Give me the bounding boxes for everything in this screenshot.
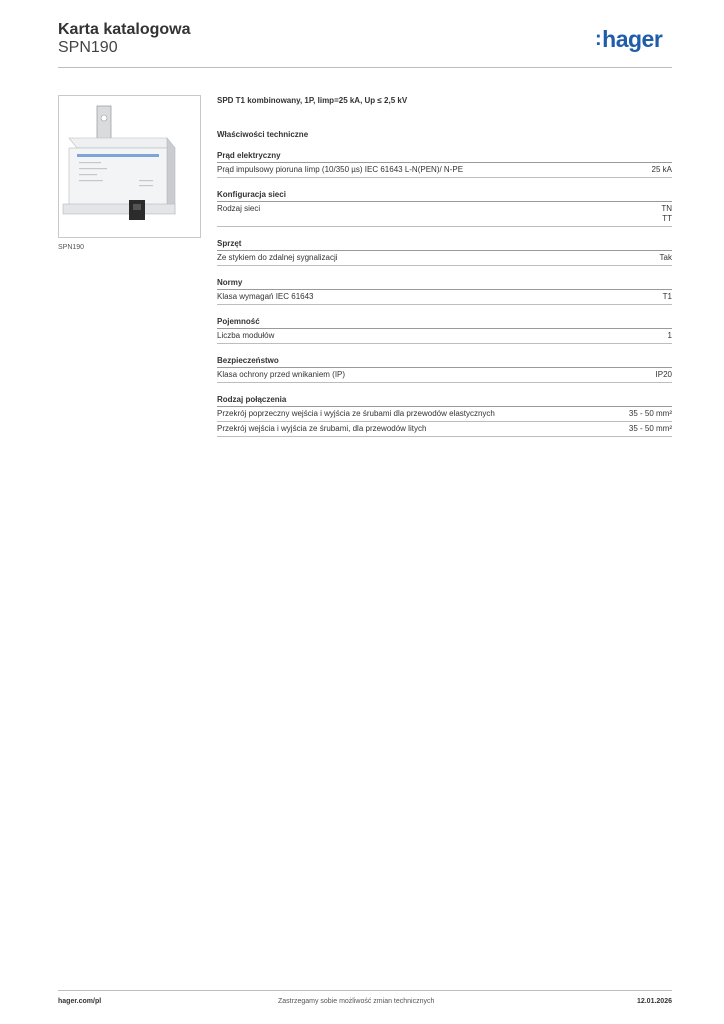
logo-text: hager bbox=[602, 26, 663, 52]
spec-value: T1 bbox=[662, 292, 672, 301]
spec-row bbox=[217, 251, 672, 266]
footer-website[interactable]: hager.com/pl bbox=[58, 998, 102, 1005]
product-description: SPD T1 kombinowany, 1P, Iimp=25 kA, Up ≤ 2,5 kV bbox=[217, 96, 408, 105]
product-image bbox=[58, 95, 201, 238]
section-title: Sprzęt bbox=[217, 239, 672, 251]
spec-row bbox=[217, 368, 672, 383]
spec-value: Tak bbox=[659, 253, 672, 262]
header-divider bbox=[58, 67, 672, 68]
spec-label: Klasa ochrony przed wnikaniem (IP) bbox=[217, 370, 346, 379]
spec-row bbox=[217, 163, 672, 178]
hager-logo bbox=[595, 28, 662, 51]
spec-label: Rodzaj sieci bbox=[217, 204, 261, 213]
spec-section-capacity bbox=[217, 317, 672, 344]
image-caption: SPN190 bbox=[58, 244, 85, 251]
spec-row bbox=[217, 422, 672, 437]
logo-colon-icon: : bbox=[595, 28, 602, 50]
technical-properties-heading: Właściwości techniczne bbox=[217, 130, 309, 139]
footer-notice: Zastrzegamy sobie możliwość zmian technicznych bbox=[278, 998, 435, 1005]
spec-label: Liczba modułów bbox=[217, 331, 275, 340]
section-title: Pojemność bbox=[217, 317, 672, 329]
section-title: Konfiguracja sieci bbox=[217, 190, 672, 202]
spec-label: Przekrój wejścia i wyjścia ze śrubami, dla przewodów litych bbox=[217, 424, 427, 433]
spec-section-connection bbox=[217, 395, 672, 437]
spec-section-current bbox=[217, 151, 672, 178]
product-code: SPN190 bbox=[58, 39, 118, 56]
section-title: Prąd elektryczny bbox=[217, 151, 672, 163]
spec-section-standards bbox=[217, 278, 672, 305]
spec-section-equipment bbox=[217, 239, 672, 266]
spec-value: TN TT bbox=[661, 204, 672, 223]
spec-row bbox=[217, 202, 672, 227]
spec-value: 25 kA bbox=[651, 165, 672, 174]
spec-section-network bbox=[217, 190, 672, 227]
specifications-panel bbox=[217, 96, 672, 449]
spec-row bbox=[217, 290, 672, 305]
footer-date: 12.01.2026 bbox=[636, 998, 672, 1005]
spec-value: 35 - 50 mm² bbox=[628, 424, 672, 433]
spec-label: Ze stykiem do zdalnej sygnalizacji bbox=[217, 253, 338, 262]
spec-value: 35 - 50 mm² bbox=[628, 409, 672, 418]
spec-label: Przekrój poprzeczny wejścia i wyjścia ze śrubami dla przewodów elastycznych bbox=[217, 409, 495, 418]
spec-row bbox=[217, 329, 672, 344]
spec-label: Prąd impulsowy pioruna Iimp (10/350 µs) IEC 61643 L-N(PEN)/ N-PE bbox=[217, 165, 464, 174]
spec-row bbox=[217, 407, 672, 422]
footer-divider bbox=[58, 990, 672, 991]
document-title: Karta katalogowa bbox=[58, 21, 191, 38]
section-title: Normy bbox=[217, 278, 672, 290]
spec-value: 1 bbox=[667, 331, 672, 340]
spec-section-safety bbox=[217, 356, 672, 383]
surge-protector-illustration bbox=[59, 96, 200, 237]
section-title: Rodzaj połączenia bbox=[217, 395, 672, 407]
spec-value: IP20 bbox=[655, 370, 672, 379]
section-title: Bezpieczeństwo bbox=[217, 356, 672, 368]
spec-label: Klasa wymagań IEC 61643 bbox=[217, 292, 314, 301]
